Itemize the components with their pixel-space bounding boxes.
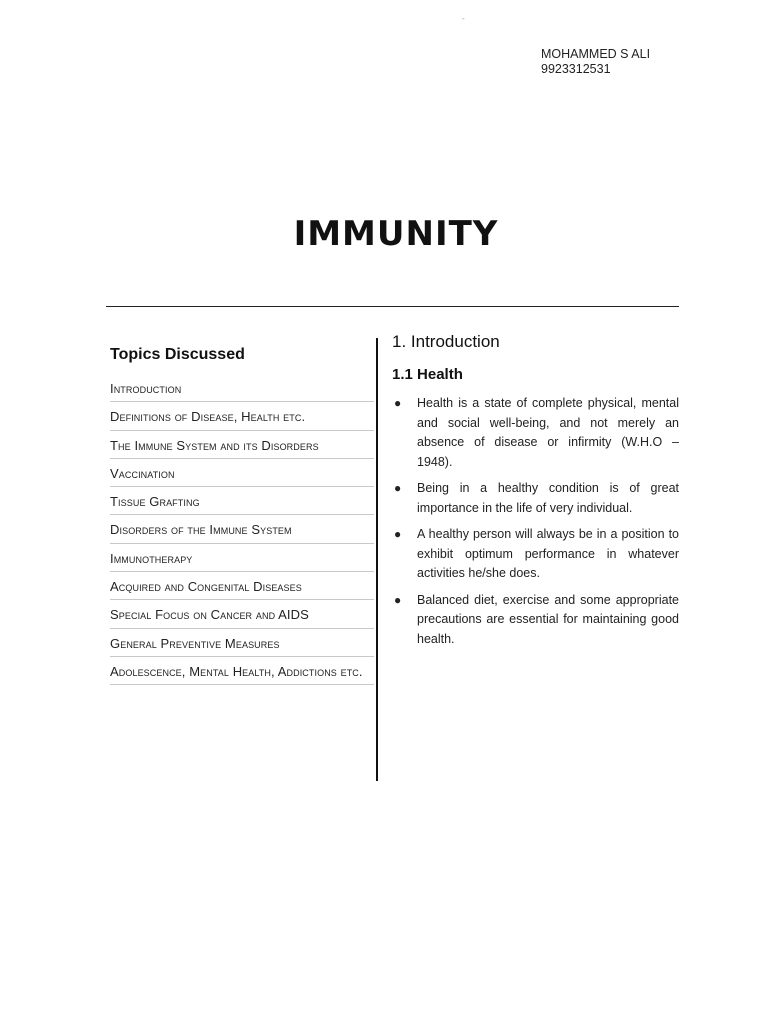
topic-item: Special Focus on Cancer and AIDS	[110, 600, 374, 628]
author-block	[541, 47, 650, 77]
topic-item: Adolescence, Mental Health, Addictions etc.	[110, 657, 374, 685]
bullet-text: A healthy person will always be in a position to exhibit optimum performance in whatever activities he/she does.	[417, 527, 679, 580]
main-content	[392, 332, 679, 656]
topic-item: Immunotherapy	[110, 544, 374, 572]
bullet-text: Health is a state of complete physical, mental and social well-being, and not merely an absence of disease or infirmity (W.H.O – 1948).	[417, 396, 679, 469]
topics-list	[110, 374, 374, 685]
topics-panel	[110, 346, 374, 685]
topic-item: The Immune System and its Disorders	[110, 431, 374, 459]
author-phone: 9923312531	[541, 62, 611, 76]
bullet-dot-icon: ●	[394, 481, 402, 495]
bullet-text: Being in a healthy condition is of great importance in the life of very individual.	[417, 481, 679, 515]
section-title: 1. Introduction	[392, 332, 500, 351]
topic-item: Definitions of Disease, Health etc.	[110, 402, 374, 430]
document-title: IMMUNITY	[293, 214, 499, 254]
bullet-dot-icon: ●	[394, 396, 402, 410]
topic-item: Introduction	[110, 374, 374, 402]
topic-item: Tissue Grafting	[110, 487, 374, 515]
column-divider	[376, 338, 378, 781]
topic-item: Disorders of the Immune System	[110, 515, 374, 543]
topic-item: General Preventive Measures	[110, 629, 374, 657]
topic-item: Vaccination	[110, 459, 374, 487]
title-rule	[106, 306, 679, 307]
topics-heading: Topics Discussed	[110, 346, 245, 363]
bullet-dot-icon: ●	[394, 527, 402, 541]
bullet-text: Balanced diet, exercise and some appropriate precautions are essential for maintaining good health.	[417, 592, 679, 646]
header-mark: -	[462, 14, 465, 23]
bullet-item	[392, 479, 679, 518]
health-bullets	[392, 394, 679, 649]
bullet-dot-icon: ●	[394, 592, 402, 607]
author-name: MOHAMMED S ALI	[541, 47, 651, 61]
bullet-item	[392, 394, 679, 472]
bullet-item	[392, 591, 679, 650]
subsection-title: 1.1 Health	[392, 366, 463, 383]
topic-item: Acquired and Congenital Diseases	[110, 572, 374, 600]
bullet-item	[392, 525, 679, 584]
